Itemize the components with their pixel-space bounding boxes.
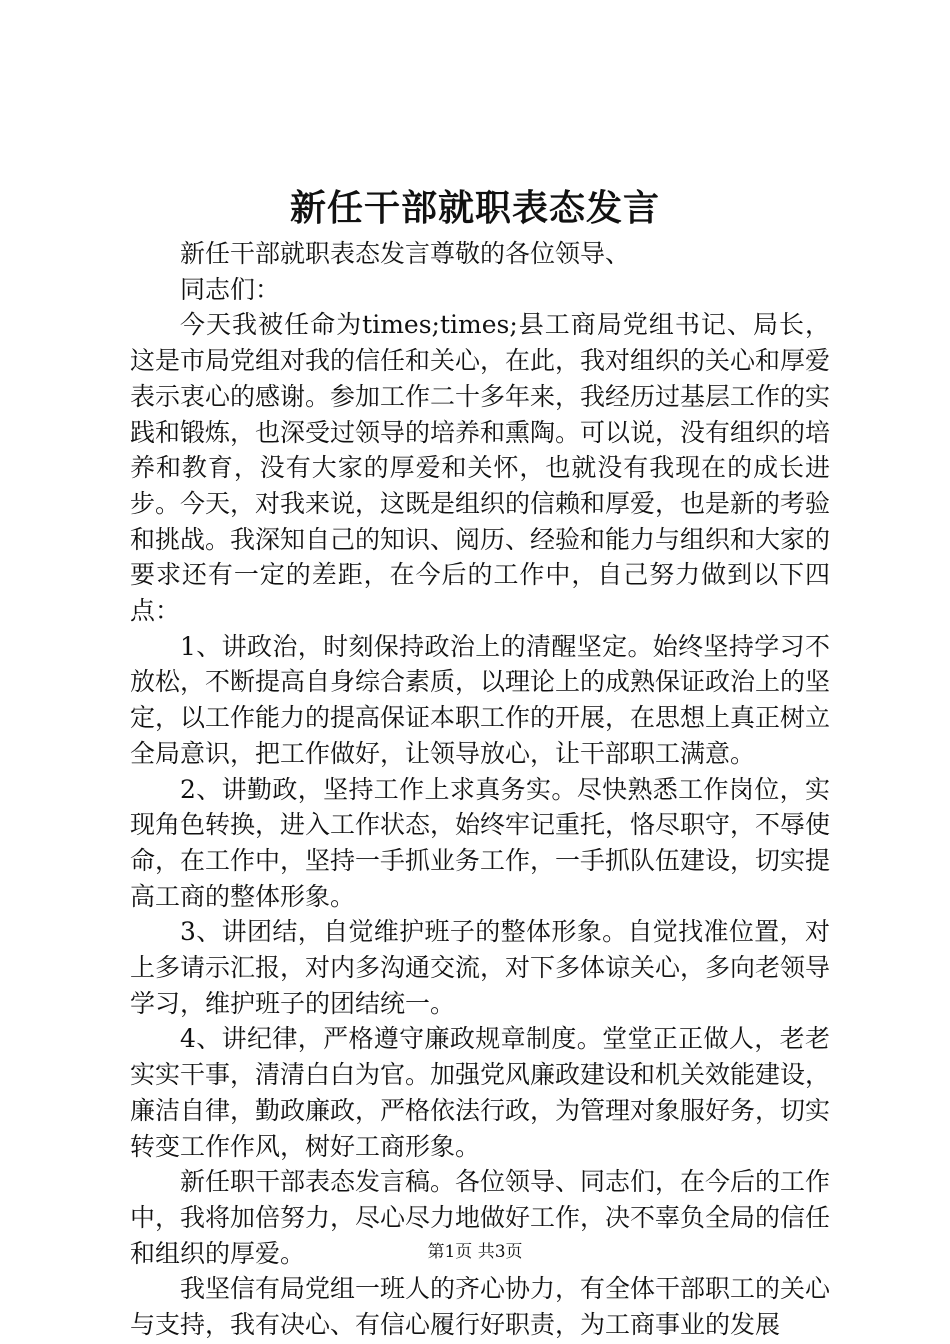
point-two-paragraph: 2、讲勤政，坚持工作上求真务实。尽快熟悉工作岗位，实现角色转换，进入工作状态，始终牢记重托，恪尽职守，不辱使命，在工作中，坚持一手抓业务工作，一手抓队伍建设，切实提高工商的整体形象。 bbox=[130, 774, 831, 911]
document-body bbox=[130, 236, 830, 1343]
closing-paragraph: 新任职干部表态发言稿。各位领导、同志们，在今后的工作中，我将加倍努力，尽心尽力地做好工作，决不辜负全局的信任和组织的厚爱。 bbox=[130, 1167, 831, 1268]
document-title: 新任干部就职表态发言 bbox=[289, 187, 660, 229]
intro-paragraph: 今天我被任命为times;times;县工商局党组书记、局长，这是市局党组对我的信任和关心，在此，我对组织的关心和厚爱表示衷心的感谢。参加工作二十多年来，我经历过基层工作的实践和锻炼，也深受过领导的培养和熏陶。可以说，没有组织的培养和教育，没有大家的厚爱和关怀，也就没有我现在的成长进步。今天，对我来说，这既是组织的信赖和厚爱，也是新的考验和挑战。我深知自己的知识、阅历、经验和能力与组织和大家的要求还有一定的差距，在今后的工作中，自己努力做到以下四点： bbox=[130, 310, 831, 626]
point-three-paragraph: 3、讲团结，自觉维护班子的整体形象。自觉找准位置，对上多请示汇报，对内多沟通交流，对下多体谅关心，多向老领导学习，维护班子的团结统一。 bbox=[130, 917, 831, 1018]
page-number-footer: 第1页 共3页 bbox=[427, 1242, 523, 1262]
point-four-paragraph: 4、讲纪律，严格遵守廉政规章制度。堂堂正正做人，老老实实干事，清清白白为官。加强党风廉政建设和机关效能建设，廉洁自律，勤政廉政，严格依法行政，为管理对象服好务，切实转变工作作风，树好工商形象。 bbox=[130, 1024, 831, 1161]
point-one-paragraph: 1、讲政治，时刻保持政治上的清醒坚定。始终坚持学习不放松，不断提高自身综合素质，以理论上的成熟保证政治上的坚定，以工作能力的提高保证本职工作的开展，在思想上真正树立全局意识，把工作做好，让领导放心，让干部职工满意。 bbox=[130, 631, 831, 768]
salutation-continuation: 同志们： bbox=[180, 274, 281, 304]
salutation-paragraph: 新任干部就职表态发言尊敬的各位领导、 bbox=[180, 239, 631, 268]
final-paragraph: 我坚信有局党组一班人的齐心协力，有全体干部职工的关心与支持，我有决心、有信心履行好职责，为工商事业的发展 bbox=[130, 1274, 831, 1340]
